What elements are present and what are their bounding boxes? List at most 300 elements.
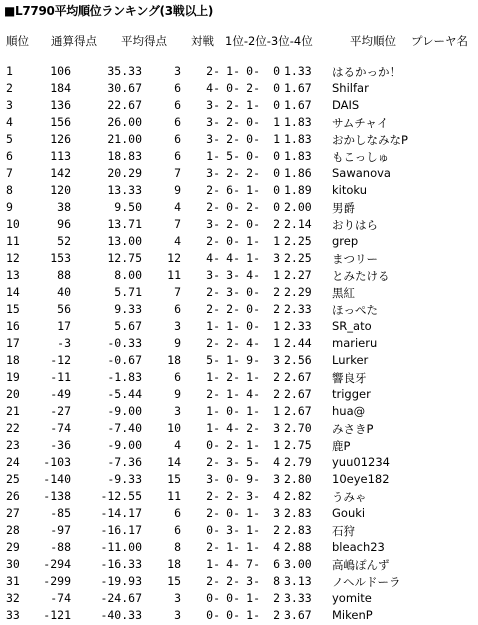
table-row: [0, 591, 478, 608]
avg-rank-cell: 2.33: [284, 319, 312, 333]
player-name: 黒紅: [332, 286, 355, 300]
second-place-count: 1-: [226, 353, 240, 367]
total-score-cell: 153: [50, 251, 71, 265]
avg-rank-cell: 2.67: [284, 404, 312, 418]
avg-score-cell: 5.71: [114, 285, 142, 299]
rank-cell: 25: [6, 472, 20, 486]
first-place-count: 1-: [206, 404, 220, 418]
games-cell: 9: [174, 183, 181, 197]
games-cell: 10: [167, 421, 181, 435]
rank-cell: 33: [6, 608, 20, 622]
third-place-count: 1-: [246, 370, 260, 384]
table-row: [0, 319, 478, 336]
table-row: [0, 336, 478, 353]
table-row: [0, 234, 478, 251]
total-score-cell: 56: [57, 302, 71, 316]
second-place-count: 1-: [226, 540, 240, 554]
total-score-cell: 184: [50, 81, 71, 95]
avg-score-cell: 35.33: [107, 64, 142, 78]
second-place-count: 1-: [226, 319, 240, 333]
fourth-place-count: 0: [273, 98, 280, 112]
avg-score-cell: -19.93: [100, 574, 142, 588]
table-row: [0, 421, 478, 438]
third-place-count: 9-: [246, 472, 260, 486]
fourth-place-count: 8: [273, 574, 280, 588]
second-place-count: 3-: [226, 523, 240, 537]
header-avg-rank: 平均順位: [350, 34, 396, 48]
player-name: grep: [332, 234, 359, 248]
fourth-place-count: 2: [273, 285, 280, 299]
fourth-place-count: 1: [273, 268, 280, 282]
table-row: [0, 98, 478, 115]
avg-rank-cell: 1.83: [284, 132, 312, 146]
fourth-place-count: 0: [273, 64, 280, 78]
table-row: [0, 115, 478, 132]
player-name: うみゃ: [332, 490, 367, 504]
avg-rank-cell: 2.79: [284, 455, 312, 469]
avg-rank-cell: 2.27: [284, 268, 312, 282]
avg-rank-cell: 3.13: [284, 574, 312, 588]
second-place-count: 0-: [226, 81, 240, 95]
table-row: [0, 387, 478, 404]
first-place-count: 2-: [206, 574, 220, 588]
avg-rank-cell: 2.00: [284, 200, 312, 214]
total-score-cell: 106: [50, 64, 71, 78]
first-place-count: 0-: [206, 608, 220, 622]
games-cell: 12: [167, 251, 181, 265]
avg-rank-cell: 2.25: [284, 234, 312, 248]
first-place-count: 1-: [206, 370, 220, 384]
rank-cell: 5: [6, 132, 13, 146]
avg-rank-cell: 2.67: [284, 387, 312, 401]
total-score-cell: 40: [57, 285, 71, 299]
avg-score-cell: 18.83: [107, 149, 142, 163]
rank-cell: 32: [6, 591, 20, 605]
avg-rank-cell: 2.44: [284, 336, 312, 350]
total-score-cell: 88: [57, 268, 71, 282]
first-place-count: 0-: [206, 591, 220, 605]
third-place-count: 4-: [246, 336, 260, 350]
third-place-count: 1-: [246, 591, 260, 605]
fourth-place-count: 2: [273, 387, 280, 401]
player-name: 鹿P: [332, 439, 351, 453]
avg-score-cell: 26.00: [107, 115, 142, 129]
third-place-count: 1-: [246, 234, 260, 248]
total-score-cell: 126: [50, 132, 71, 146]
first-place-count: 5-: [206, 353, 220, 367]
fourth-place-count: 4: [273, 540, 280, 554]
games-cell: 7: [174, 217, 181, 231]
player-name: おかしなみなP: [332, 133, 408, 147]
games-cell: 3: [174, 64, 181, 78]
fourth-place-count: 0: [273, 81, 280, 95]
third-place-count: 1-: [246, 540, 260, 554]
fourth-place-count: 1: [273, 336, 280, 350]
total-score-cell: 142: [50, 166, 71, 180]
first-place-count: 3-: [206, 472, 220, 486]
player-name: みさきP: [332, 422, 374, 436]
avg-score-cell: 20.29: [107, 166, 142, 180]
avg-score-cell: 13.33: [107, 183, 142, 197]
avg-rank-cell: 2.88: [284, 540, 312, 554]
avg-score-cell: 9.33: [114, 302, 142, 316]
games-cell: 9: [174, 336, 181, 350]
player-name: サムチャイ: [332, 116, 389, 130]
fourth-place-count: 2: [273, 608, 280, 622]
total-score-cell: -299: [43, 574, 71, 588]
table-row: [0, 489, 478, 506]
fourth-place-count: 1: [273, 132, 280, 146]
second-place-count: 2-: [226, 132, 240, 146]
third-place-count: 0-: [246, 132, 260, 146]
rank-cell: 4: [6, 115, 13, 129]
header-total: 通算得点: [51, 34, 97, 48]
avg-rank-cell: 2.29: [284, 285, 312, 299]
total-score-cell: -121: [43, 608, 71, 622]
rank-cell: 20: [6, 387, 20, 401]
avg-score-cell: -9.33: [107, 472, 142, 486]
first-place-count: 1-: [206, 149, 220, 163]
avg-score-cell: 13.71: [107, 217, 142, 231]
games-cell: 15: [167, 574, 181, 588]
second-place-count: 2-: [226, 98, 240, 112]
second-place-count: 2-: [226, 217, 240, 231]
player-name: DAIS: [332, 98, 360, 112]
table-header: [0, 33, 478, 50]
first-place-count: 1-: [206, 557, 220, 571]
rank-cell: 14: [6, 285, 20, 299]
avg-rank-cell: 3.33: [284, 591, 312, 605]
table-row: [0, 472, 478, 489]
avg-score-cell: -9.00: [107, 404, 142, 418]
fourth-place-count: 4: [273, 455, 280, 469]
table-row: [0, 81, 478, 98]
player-name: もこっしゅ: [332, 150, 390, 164]
player-name: 男爵: [332, 201, 355, 215]
first-place-count: 2-: [206, 455, 220, 469]
second-place-count: 0-: [226, 200, 240, 214]
total-score-cell: 17: [57, 319, 71, 333]
table-row: [0, 540, 478, 557]
avg-rank-cell: 2.80: [284, 472, 312, 486]
third-place-count: 1-: [246, 404, 260, 418]
avg-rank-cell: 1.67: [284, 81, 312, 95]
rank-cell: 27: [6, 506, 20, 520]
second-place-count: 1-: [226, 64, 240, 78]
header-positions: 1位-2位-3位-4位: [225, 34, 313, 48]
rank-cell: 7: [6, 166, 13, 180]
total-score-cell: -74: [50, 591, 71, 605]
header-rank: 順位: [6, 34, 29, 48]
rank-cell: 31: [6, 574, 20, 588]
total-score-cell: -88: [50, 540, 71, 554]
first-place-count: 3-: [206, 217, 220, 231]
total-score-cell: -3: [57, 336, 71, 350]
first-place-count: 4-: [206, 81, 220, 95]
second-place-count: 3-: [226, 455, 240, 469]
player-name: おりはら: [332, 218, 378, 232]
third-place-count: 2-: [246, 200, 260, 214]
third-place-count: 3-: [246, 489, 260, 503]
table-row: [0, 200, 478, 217]
player-name: hua@: [332, 404, 366, 418]
fourth-place-count: 0: [273, 183, 280, 197]
second-place-count: 3-: [226, 268, 240, 282]
table-row: [0, 217, 478, 234]
rank-cell: 22: [6, 421, 20, 435]
first-place-count: 0-: [206, 438, 220, 452]
rank-cell: 16: [6, 319, 20, 333]
total-score-cell: -294: [43, 557, 71, 571]
third-place-count: 0-: [246, 149, 260, 163]
games-cell: 3: [174, 404, 181, 418]
third-place-count: 4-: [246, 268, 260, 282]
fourth-place-count: 1: [273, 438, 280, 452]
table-row: [0, 574, 478, 591]
games-cell: 6: [174, 149, 181, 163]
avg-score-cell: -1.83: [107, 370, 142, 384]
avg-rank-cell: 3.67: [284, 608, 312, 622]
second-place-count: 2-: [226, 166, 240, 180]
second-place-count: 5-: [226, 149, 240, 163]
player-name: ほっぺた: [332, 303, 378, 317]
first-place-count: 2-: [206, 302, 220, 316]
player-name: 10eye182: [332, 472, 390, 486]
table-row: [0, 268, 478, 285]
fourth-place-count: 6: [273, 557, 280, 571]
table-row: [0, 166, 478, 183]
player-name: MikenP: [332, 608, 373, 622]
avg-score-cell: -40.33: [100, 608, 142, 622]
third-place-count: 0-: [246, 64, 260, 78]
avg-rank-cell: 2.70: [284, 421, 312, 435]
third-place-count: 1-: [246, 183, 260, 197]
games-cell: 6: [174, 370, 181, 384]
second-place-count: 3-: [226, 285, 240, 299]
games-cell: 4: [174, 200, 181, 214]
player-name: 石狩: [332, 524, 355, 538]
avg-score-cell: -0.33: [107, 336, 142, 350]
games-cell: 11: [167, 268, 181, 282]
player-name: Shilfar: [332, 81, 369, 95]
fourth-place-count: 3: [273, 353, 280, 367]
rank-cell: 18: [6, 353, 20, 367]
games-cell: 18: [167, 557, 181, 571]
fourth-place-count: 1: [273, 234, 280, 248]
games-cell: 11: [167, 489, 181, 503]
avg-rank-cell: 2.83: [284, 523, 312, 537]
table-row: [0, 438, 478, 455]
games-cell: 3: [174, 319, 181, 333]
total-score-cell: 156: [50, 115, 71, 129]
rank-cell: 19: [6, 370, 20, 384]
table-row: [0, 353, 478, 370]
fourth-place-count: 3: [273, 251, 280, 265]
fourth-place-count: 1: [273, 115, 280, 129]
second-place-count: 6-: [226, 183, 240, 197]
avg-rank-cell: 1.67: [284, 98, 312, 112]
second-place-count: 0-: [226, 506, 240, 520]
games-cell: 15: [167, 472, 181, 486]
avg-rank-cell: 2.25: [284, 251, 312, 265]
player-name: まつリー: [332, 252, 378, 266]
third-place-count: 9-: [246, 353, 260, 367]
player-name: 響良牙: [332, 371, 367, 385]
second-place-count: 2-: [226, 574, 240, 588]
table-row: [0, 404, 478, 421]
player-name: Sawanova: [332, 166, 391, 180]
rank-cell: 15: [6, 302, 20, 316]
avg-score-cell: -11.00: [100, 540, 142, 554]
rank-cell: 17: [6, 336, 20, 350]
rank-cell: 28: [6, 523, 20, 537]
avg-rank-cell: 2.14: [284, 217, 312, 231]
avg-score-cell: 9.50: [114, 200, 142, 214]
avg-rank-cell: 2.75: [284, 438, 312, 452]
table-row: [0, 455, 478, 472]
second-place-count: 2-: [226, 302, 240, 316]
third-place-count: 2-: [246, 421, 260, 435]
total-score-cell: -74: [50, 421, 71, 435]
third-place-count: 1-: [246, 98, 260, 112]
first-place-count: 1-: [206, 319, 220, 333]
avg-score-cell: -16.17: [100, 523, 142, 537]
games-cell: 3: [174, 591, 181, 605]
first-place-count: 2-: [206, 200, 220, 214]
avg-score-cell: 8.00: [114, 268, 142, 282]
games-cell: 6: [174, 523, 181, 537]
avg-rank-cell: 2.67: [284, 370, 312, 384]
rank-cell: 1: [6, 64, 13, 78]
third-place-count: 7-: [246, 557, 260, 571]
second-place-count: 2-: [226, 438, 240, 452]
rank-cell: 23: [6, 438, 20, 452]
games-cell: 6: [174, 115, 181, 129]
first-place-count: 2-: [206, 387, 220, 401]
total-score-cell: 136: [50, 98, 71, 112]
player-name: Gouki: [332, 506, 366, 520]
third-place-count: 2-: [246, 81, 260, 95]
fourth-place-count: 2: [273, 523, 280, 537]
fourth-place-count: 2: [273, 302, 280, 316]
fourth-place-count: 1: [273, 404, 280, 418]
total-score-cell: -27: [50, 404, 71, 418]
avg-rank-cell: 1.83: [284, 115, 312, 129]
second-place-count: 0-: [226, 608, 240, 622]
table-row: [0, 506, 478, 523]
first-place-count: 3-: [206, 132, 220, 146]
first-place-count: 2-: [206, 540, 220, 554]
avg-score-cell: 22.67: [107, 98, 142, 112]
player-name: Lurker: [332, 353, 369, 367]
avg-rank-cell: 3.00: [284, 557, 312, 571]
first-place-count: 2-: [206, 336, 220, 350]
games-cell: 7: [174, 285, 181, 299]
total-score-cell: -12: [50, 353, 71, 367]
avg-score-cell: 12.75: [107, 251, 142, 265]
first-place-count: 0-: [206, 523, 220, 537]
avg-score-cell: -12.55: [100, 489, 142, 503]
table-row: [0, 285, 478, 302]
avg-score-cell: -7.40: [107, 421, 142, 435]
games-cell: 4: [174, 438, 181, 452]
rank-cell: 2: [6, 81, 13, 95]
games-cell: 18: [167, 353, 181, 367]
avg-rank-cell: 2.33: [284, 302, 312, 316]
fourth-place-count: 0: [273, 200, 280, 214]
player-name: bleach23: [332, 540, 385, 554]
rank-cell: 6: [6, 149, 13, 163]
avg-rank-cell: 1.89: [284, 183, 312, 197]
rank-cell: 10: [6, 217, 20, 231]
games-cell: 6: [174, 302, 181, 316]
second-place-count: 0-: [226, 234, 240, 248]
games-cell: 4: [174, 234, 181, 248]
table-row: [0, 149, 478, 166]
player-name: yuu01234: [332, 455, 390, 469]
avg-score-cell: -9.00: [107, 438, 142, 452]
header-avg: 平均得点: [121, 34, 167, 48]
third-place-count: 1-: [246, 608, 260, 622]
avg-rank-cell: 2.83: [284, 506, 312, 520]
third-place-count: 1-: [246, 438, 260, 452]
table-row: [0, 370, 478, 387]
rank-cell: 24: [6, 455, 20, 469]
avg-rank-cell: 1.83: [284, 149, 312, 163]
rank-cell: 13: [6, 268, 20, 282]
games-cell: 6: [174, 81, 181, 95]
table-row: [0, 64, 478, 81]
fourth-place-count: 2: [273, 591, 280, 605]
player-name: kitoku: [332, 183, 367, 197]
games-cell: 9: [174, 387, 181, 401]
third-place-count: 1-: [246, 506, 260, 520]
second-place-count: 4-: [226, 421, 240, 435]
player-name: trigger: [332, 387, 371, 401]
total-score-cell: -49: [50, 387, 71, 401]
fourth-place-count: 2: [273, 217, 280, 231]
avg-rank-cell: 1.86: [284, 166, 312, 180]
third-place-count: 0-: [246, 302, 260, 316]
first-place-count: 4-: [206, 251, 220, 265]
first-place-count: 3-: [206, 98, 220, 112]
avg-score-cell: 30.67: [107, 81, 142, 95]
first-place-count: 3-: [206, 268, 220, 282]
rank-cell: 12: [6, 251, 20, 265]
total-score-cell: -138: [43, 489, 71, 503]
total-score-cell: 52: [57, 234, 71, 248]
avg-score-cell: -24.67: [100, 591, 142, 605]
ranking-title: ■L7790平均順位ランキング(3戦以上): [4, 4, 214, 18]
table-row: [0, 132, 478, 149]
fourth-place-count: 3: [273, 472, 280, 486]
third-place-count: 2-: [246, 166, 260, 180]
player-name: 高嶋ぽんず: [332, 558, 390, 572]
second-place-count: 2-: [226, 336, 240, 350]
fourth-place-count: 2: [273, 370, 280, 384]
avg-score-cell: 21.00: [107, 132, 142, 146]
second-place-count: 2-: [226, 370, 240, 384]
rank-cell: 21: [6, 404, 20, 418]
fourth-place-count: 0: [273, 166, 280, 180]
second-place-count: 4-: [226, 557, 240, 571]
games-cell: 7: [174, 166, 181, 180]
third-place-count: 5-: [246, 455, 260, 469]
first-place-count: 2-: [206, 183, 220, 197]
player-name: とみたける: [332, 269, 390, 283]
avg-score-cell: -16.33: [100, 557, 142, 571]
rank-cell: 26: [6, 489, 20, 503]
